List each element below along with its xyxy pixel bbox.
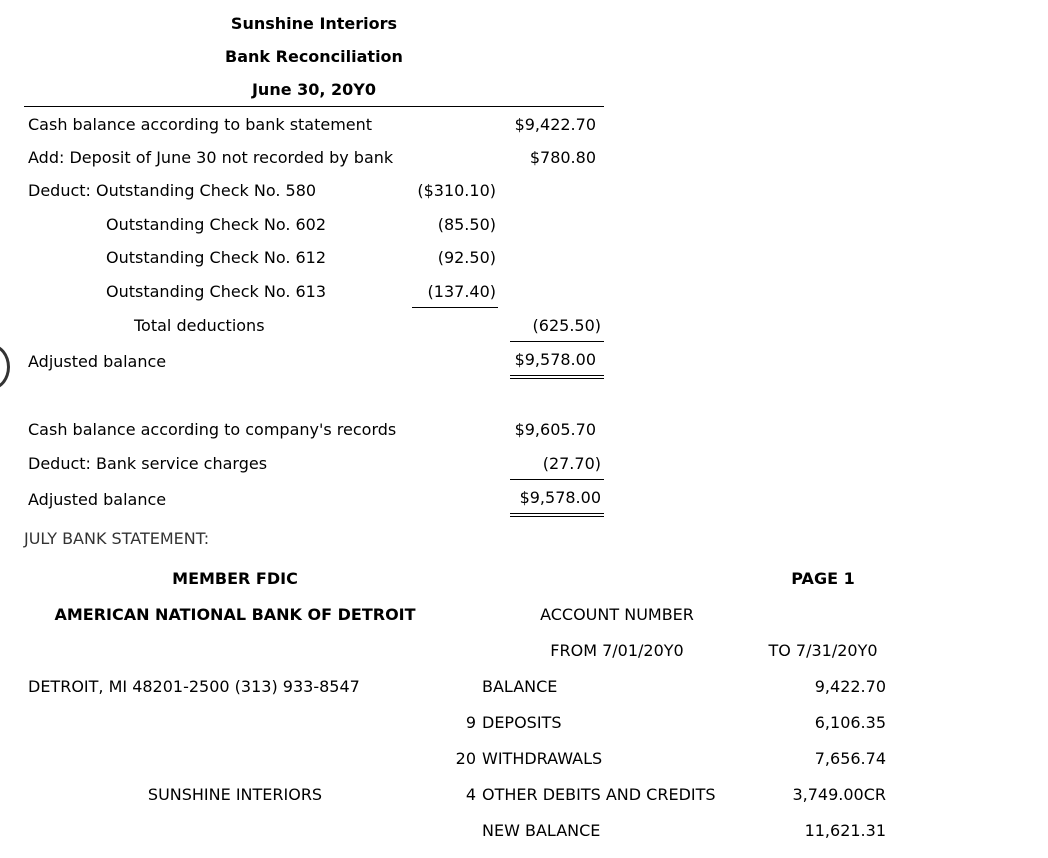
company-adjusted-double-underline xyxy=(510,513,604,517)
row-value: 11,621.31 xyxy=(804,821,886,840)
check-label: Outstanding Check No. 612 xyxy=(106,248,327,267)
check-value: (92.50) xyxy=(437,248,496,267)
service-charges-label: Deduct: Bank service charges xyxy=(28,454,268,473)
row-value: 7,656.74 xyxy=(814,749,886,768)
company-adjusted-value: $9,578.00 xyxy=(519,488,601,507)
company-balance-value: $9,605.70 xyxy=(514,420,596,439)
company-name: Sunshine Interiors xyxy=(230,14,398,33)
bank-balance-label: Cash balance according to bank statement xyxy=(28,115,373,134)
circle-marker xyxy=(0,344,10,390)
charges-underline xyxy=(510,479,604,480)
check-label: Outstanding Check No. 613 xyxy=(106,282,327,301)
period-from: FROM 7/01/20Y0 xyxy=(550,641,684,660)
bank-adjusted-label: Adjusted balance xyxy=(28,352,167,371)
bank-balance-value: $9,422.70 xyxy=(514,115,596,134)
row-label: OTHER DEBITS AND CREDITS xyxy=(482,785,716,804)
bank-adjusted-value: $9,578.00 xyxy=(514,350,596,369)
member-fdic: MEMBER FDIC xyxy=(172,569,298,588)
page-number: PAGE 1 xyxy=(791,569,855,588)
total-underline xyxy=(510,341,604,342)
customer-name: SUNSHINE INTERIORS xyxy=(147,785,323,804)
deposit-value: $780.80 xyxy=(529,148,596,167)
row-label: BALANCE xyxy=(482,677,558,696)
account-number-label: ACCOUNT NUMBER xyxy=(540,605,694,624)
row-value: 6,106.35 xyxy=(814,713,886,732)
row-label: WITHDRAWALS xyxy=(482,749,603,768)
report-title: Bank Reconciliation xyxy=(225,47,403,66)
bank-adjusted-double-underline xyxy=(510,375,604,379)
deposit-label: Add: Deposit of June 30 not recorded by bank xyxy=(28,148,394,167)
bank-name: AMERICAN NATIONAL BANK OF DETROIT xyxy=(54,605,416,624)
check-value: (85.50) xyxy=(437,215,496,234)
company-adjusted-label: Adjusted balance xyxy=(28,490,167,509)
service-charges-value: (27.70) xyxy=(542,454,601,473)
report-date: June 30, 20Y0 xyxy=(251,80,377,99)
check-value: (137.40) xyxy=(427,282,496,301)
statement-section-label: JULY BANK STATEMENT: xyxy=(24,529,210,548)
check-value: ($310.10) xyxy=(417,181,496,200)
check-label: Outstanding Check No. 602 xyxy=(106,215,327,234)
row-value: 3,749.00CR xyxy=(792,785,886,804)
row-label: NEW BALANCE xyxy=(482,821,601,840)
total-deductions-label: Total deductions xyxy=(134,316,265,335)
header-divider xyxy=(24,106,604,107)
row-label: DEPOSITS xyxy=(482,713,562,732)
row-count: 9 xyxy=(465,713,476,732)
row-count: 4 xyxy=(465,785,476,804)
row-count: 20 xyxy=(455,749,476,768)
period-to: TO 7/31/20Y0 xyxy=(768,641,878,660)
bank-address: DETROIT, MI 48201-2500 (313) 933-8547 xyxy=(28,677,360,696)
check-label: Deduct: Outstanding Check No. 580 xyxy=(28,181,317,200)
company-balance-label: Cash balance according to company's records xyxy=(28,420,397,439)
total-deductions-value: (625.50) xyxy=(532,316,601,335)
checks-underline xyxy=(412,307,498,308)
row-value: 9,422.70 xyxy=(814,677,886,696)
